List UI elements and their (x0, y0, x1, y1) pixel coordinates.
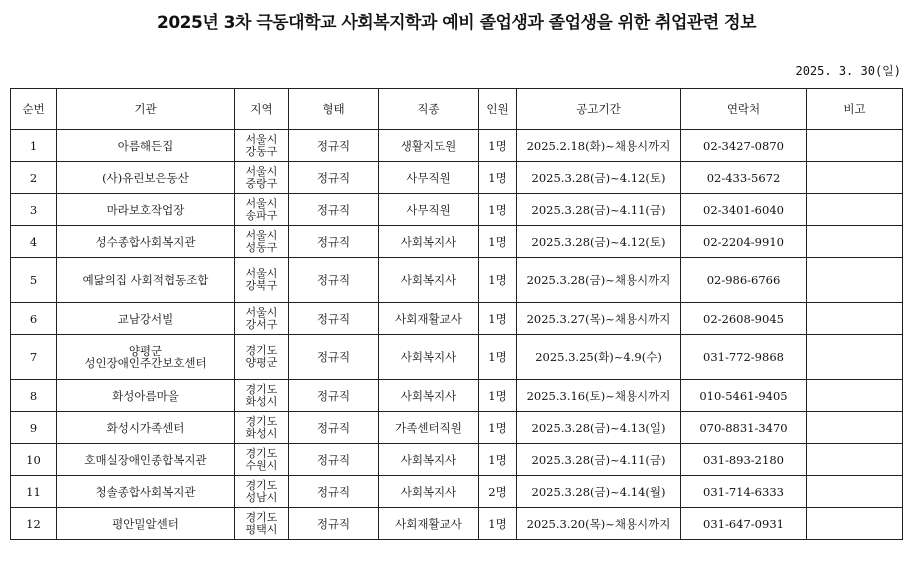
posting-period: 2025.2.18(화)~채용시까지 (517, 130, 681, 162)
note (807, 380, 903, 412)
note (807, 258, 903, 303)
region-province: 서울시 (245, 196, 278, 210)
contact-number: 02-3427-0870 (681, 130, 807, 162)
region-province: 경기도 (245, 510, 278, 524)
region (235, 194, 289, 226)
region (235, 335, 289, 380)
job-type: 사무직원 (379, 162, 479, 194)
agency-name: 아름해든집 (57, 130, 235, 162)
employment-type: 정규직 (289, 303, 379, 335)
table-row (11, 226, 903, 258)
employment-type: 정규직 (289, 130, 379, 162)
employment-type: 정규직 (289, 476, 379, 508)
header-note: 비고 (807, 89, 903, 130)
headcount: 1명 (479, 412, 517, 444)
note (807, 508, 903, 540)
employment-type: 정규직 (289, 380, 379, 412)
note (807, 335, 903, 380)
region-province: 경기도 (245, 382, 278, 396)
contact-number: 031-893-2180 (681, 444, 807, 476)
note (807, 476, 903, 508)
region-district: 강동구 (245, 144, 278, 158)
agency-name: 성수종합사회복지관 (57, 226, 235, 258)
posting-period: 2025.3.28(금)~4.12(토) (517, 226, 681, 258)
region (235, 226, 289, 258)
posting-period: 2025.3.27(목)~채용시까지 (517, 303, 681, 335)
row-number: 1 (11, 130, 57, 162)
job-type: 가족센터직원 (379, 412, 479, 444)
employment-type: 정규직 (289, 258, 379, 303)
region-province: 경기도 (245, 344, 278, 357)
row-number: 4 (11, 226, 57, 258)
headcount: 1명 (479, 194, 517, 226)
region (235, 508, 289, 540)
employment-type: 정규직 (289, 444, 379, 476)
region (235, 380, 289, 412)
agency-name: 평안밀알센터 (57, 508, 235, 540)
table-header-row (11, 89, 903, 130)
region (235, 303, 289, 335)
region-district: 강서구 (245, 317, 278, 331)
headcount: 1명 (479, 258, 517, 303)
contact-number: 031-772-9868 (681, 335, 807, 380)
region-district: 성동구 (245, 240, 278, 254)
region-district: 화성시 (245, 394, 278, 408)
region (235, 162, 289, 194)
agency-name: (사)유린보은동산 (57, 162, 235, 194)
headcount: 1명 (479, 335, 517, 380)
table-row (11, 194, 903, 226)
agency-name: 화성아름마을 (57, 380, 235, 412)
job-type: 사회복지사 (379, 476, 479, 508)
contact-number: 02-2204-9910 (681, 226, 807, 258)
job-type: 생활지도원 (379, 130, 479, 162)
note (807, 303, 903, 335)
header-type: 형태 (289, 89, 379, 130)
headcount: 1명 (479, 444, 517, 476)
table-row (11, 476, 903, 508)
region-province: 경기도 (245, 414, 278, 428)
table-row (11, 508, 903, 540)
header-no: 순번 (11, 89, 57, 130)
employment-type: 정규직 (289, 335, 379, 380)
header-contact: 연락처 (681, 89, 807, 130)
region-district: 송파구 (245, 208, 278, 222)
region-province: 서울시 (245, 228, 278, 242)
job-listing-table (10, 88, 903, 540)
posting-period: 2025.3.28(금)~채용시까지 (517, 258, 681, 303)
contact-number: 070-8831-3470 (681, 412, 807, 444)
posting-period: 2025.3.28(금)~4.12(토) (517, 162, 681, 194)
region-district: 성남시 (245, 490, 278, 504)
note (807, 412, 903, 444)
region-province: 서울시 (245, 267, 278, 280)
contact-number: 02-3401-6040 (681, 194, 807, 226)
region (235, 412, 289, 444)
row-number: 2 (11, 162, 57, 194)
contact-number: 010-5461-9405 (681, 380, 807, 412)
contact-number: 02-986-6766 (681, 258, 807, 303)
employment-type: 정규직 (289, 226, 379, 258)
header-period: 공고기간 (517, 89, 681, 130)
region-province: 서울시 (245, 164, 278, 178)
document-date: 2025. 3. 30(일) (795, 64, 901, 78)
region-district: 화성시 (245, 426, 278, 440)
note (807, 162, 903, 194)
table-row (11, 335, 903, 380)
job-type: 사회복지사 (379, 444, 479, 476)
row-number: 11 (11, 476, 57, 508)
region-province: 경기도 (245, 478, 278, 492)
table-row (11, 380, 903, 412)
job-type: 사회재활교사 (379, 303, 479, 335)
header-region: 지역 (235, 89, 289, 130)
region (235, 444, 289, 476)
region-district: 평택시 (245, 522, 278, 536)
row-number: 8 (11, 380, 57, 412)
row-number: 9 (11, 412, 57, 444)
table-row (11, 258, 903, 303)
posting-period: 2025.3.25(화)~4.9(수) (517, 335, 681, 380)
header-agency: 기관 (57, 89, 235, 130)
posting-period: 2025.3.16(토)~채용시까지 (517, 380, 681, 412)
agency-name: 청솔종합사회복지관 (57, 476, 235, 508)
headcount: 2명 (479, 476, 517, 508)
region-province: 서울시 (245, 132, 278, 146)
region (235, 130, 289, 162)
job-type: 사회복지사 (379, 226, 479, 258)
row-number: 7 (11, 335, 57, 380)
agency-name: 호매실장애인종합복지관 (57, 444, 235, 476)
note (807, 130, 903, 162)
job-type: 사회재활교사 (379, 508, 479, 540)
contact-number: 02-2608-9045 (681, 303, 807, 335)
row-number: 10 (11, 444, 57, 476)
job-type: 사회복지사 (379, 380, 479, 412)
employment-type: 정규직 (289, 194, 379, 226)
region-province: 서울시 (245, 305, 278, 319)
agency-name: 양평군 성인장애인주간보호센터 (57, 335, 235, 380)
table-row (11, 130, 903, 162)
employment-type: 정규직 (289, 508, 379, 540)
note (807, 194, 903, 226)
agency-name: 마라보호작업장 (57, 194, 235, 226)
row-number: 5 (11, 258, 57, 303)
region-district: 중랑구 (245, 176, 278, 190)
region-district: 수원시 (245, 458, 278, 472)
employment-type: 정규직 (289, 412, 379, 444)
job-type: 사무직원 (379, 194, 479, 226)
posting-period: 2025.3.20(목)~채용시까지 (517, 508, 681, 540)
job-type: 사회복지사 (379, 335, 479, 380)
table-row (11, 162, 903, 194)
table-row (11, 412, 903, 444)
note (807, 444, 903, 476)
headcount: 1명 (479, 303, 517, 335)
agency-name: 예닮의집 사회적협동조합 (57, 258, 235, 303)
region-province: 경기도 (245, 446, 278, 460)
table-row (11, 303, 903, 335)
region (235, 476, 289, 508)
contact-number: 02-433-5672 (681, 162, 807, 194)
agency-name: 화성시가족센터 (57, 412, 235, 444)
posting-period: 2025.3.28(금)~4.11(금) (517, 444, 681, 476)
row-number: 12 (11, 508, 57, 540)
header-count: 인원 (479, 89, 517, 130)
headcount: 1명 (479, 508, 517, 540)
employment-type: 정규직 (289, 162, 379, 194)
agency-name: 교남강서빌 (57, 303, 235, 335)
headcount: 1명 (479, 130, 517, 162)
headcount: 1명 (479, 380, 517, 412)
contact-number: 031-647-0931 (681, 508, 807, 540)
row-number: 6 (11, 303, 57, 335)
posting-period: 2025.3.28(금)~4.11(금) (517, 194, 681, 226)
contact-number: 031-714-6333 (681, 476, 807, 508)
header-job: 직종 (379, 89, 479, 130)
row-number: 3 (11, 194, 57, 226)
table-row (11, 444, 903, 476)
headcount: 1명 (479, 226, 517, 258)
job-type: 사회복지사 (379, 258, 479, 303)
headcount: 1명 (479, 162, 517, 194)
region-district: 강북구 (245, 279, 278, 292)
region-district: 양평군 (245, 356, 278, 369)
note (807, 226, 903, 258)
page-title: 2025년 3차 극동대학교 사회복지학과 예비 졸업생과 졸업생을 위한 취업관련 정보 (157, 13, 756, 33)
posting-period: 2025.3.28(금)~4.14(월) (517, 476, 681, 508)
posting-period: 2025.3.28(금)~4.13(일) (517, 412, 681, 444)
region (235, 258, 289, 303)
